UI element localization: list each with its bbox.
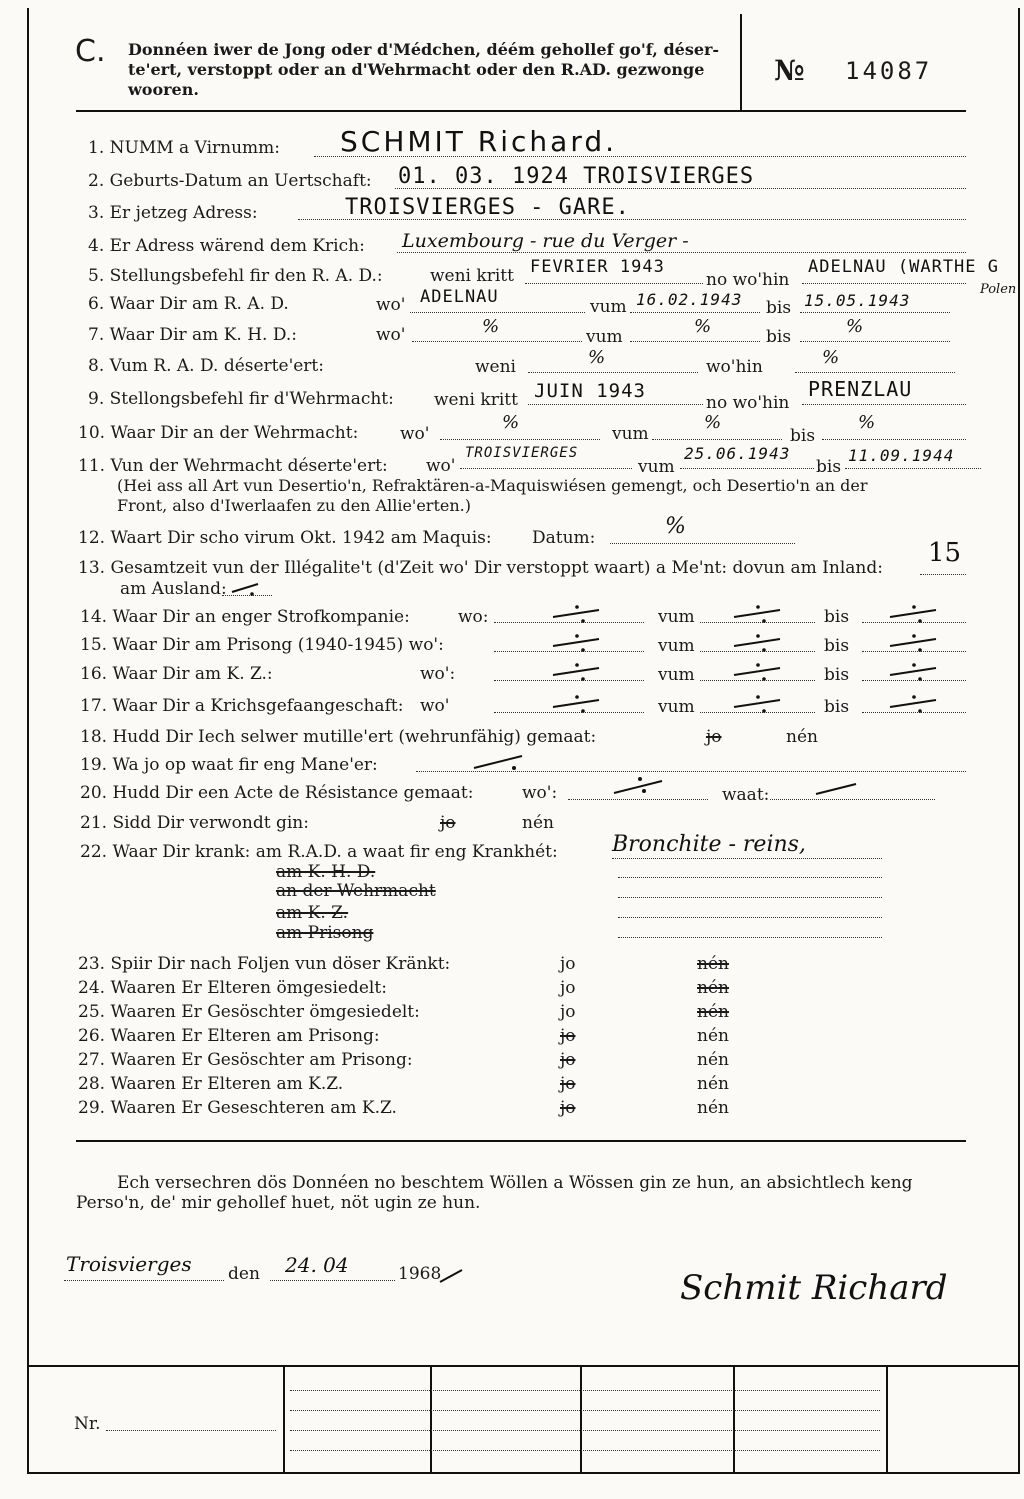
row-14 xyxy=(80,607,410,627)
row-21 xyxy=(80,813,309,833)
row-label: Vun der Wehrmacht déserte'ert: xyxy=(110,456,388,476)
row-number: 8. xyxy=(88,356,105,376)
declaration-line1: Ech versechren dös Donnéen no beschtem Wöllen a Wössen gin ze hun, an absichtlech keng xyxy=(117,1173,913,1193)
row-14-dash-3 xyxy=(886,602,942,624)
row-27 xyxy=(78,1050,413,1070)
row-19 xyxy=(80,755,378,775)
row-10-w2: vum xyxy=(612,424,649,444)
row-23 xyxy=(78,954,450,974)
row-8 xyxy=(88,356,324,376)
row-label: Waaren Er Gesöschter ömgesiedelt: xyxy=(105,1002,420,1022)
row-29-nen: nén xyxy=(697,1098,729,1118)
row-number: 23. xyxy=(78,954,106,974)
row-21-nen: nén xyxy=(522,813,554,833)
row-20-dash1 xyxy=(610,775,670,797)
row-12-line1 xyxy=(610,543,795,544)
row-28-nen: nén xyxy=(697,1074,729,1094)
row-27-jo: jo xyxy=(560,1050,576,1070)
row-1 xyxy=(88,138,280,158)
row-label: Waar Dir am K. H. D.: xyxy=(109,325,297,345)
row-8-w1: weni xyxy=(475,357,516,377)
row-22-sub-4: am Prisong xyxy=(276,923,374,943)
row-17 xyxy=(80,696,403,716)
row-6-w1: wo' xyxy=(376,295,406,315)
row-15-dash-3 xyxy=(886,631,942,653)
footer-row-2 xyxy=(290,1410,880,1411)
footer-col-4 xyxy=(733,1365,735,1472)
row-16 xyxy=(80,664,273,684)
row-number: 13. xyxy=(78,558,106,578)
row-17-w3: bis xyxy=(824,697,850,717)
row-6-line2 xyxy=(630,312,760,313)
row-17-w1: wo' xyxy=(420,696,450,716)
row-17-dash-3 xyxy=(886,692,942,714)
row-5-value1: FEVRIER 1943 xyxy=(530,257,665,277)
row-label: Spiir Dir nach Foljen vun döser Kränkt: xyxy=(105,954,451,974)
row-16-w1: wo': xyxy=(420,664,456,684)
row-11-value3: 11.09.1944 xyxy=(848,446,955,465)
row-label: Waar Dir an enger Strofkompanie: xyxy=(112,607,410,627)
row-label: Stellungsbefehl fir den R. A. D.: xyxy=(109,266,383,286)
row-4 xyxy=(88,236,365,256)
row-8-line1 xyxy=(528,372,698,373)
row-22 xyxy=(80,842,558,862)
header-divider xyxy=(740,14,742,112)
header-title-line1: Donnéen iwer de Jong oder d'Médchen, déém gehollef go'f, déser- xyxy=(128,40,720,59)
row-number: 22. xyxy=(80,842,108,862)
row-label: Waar Dir a Krichsgefaangeschaft: xyxy=(112,696,404,716)
row-14-w3: bis xyxy=(824,607,850,627)
row-number: 4. xyxy=(88,236,105,256)
frame-bottom xyxy=(27,1472,1020,1474)
row-12-value1: % xyxy=(665,514,686,539)
row-label: Waaren Er Elteren am Prisong: xyxy=(105,1026,380,1046)
row-6-w3: bis xyxy=(766,298,792,318)
row-label: Gesamtzeit vun der Illégalite't (d'Zeit wo' Dir verstoppt waart) a Me'nt: dovun am Inland: xyxy=(110,558,883,578)
row-15-dash-1 xyxy=(549,631,605,653)
row-9-value2: PRENZLAU xyxy=(808,377,913,401)
row-7-w2: vum xyxy=(586,327,623,347)
row-15-w3: bis xyxy=(824,636,850,656)
row-label: Waaren Er Geseschteren am K.Z. xyxy=(105,1098,397,1118)
row-6-w2: vum xyxy=(590,297,627,317)
row-6-line1 xyxy=(410,312,585,313)
row-22-sub-1: am K. H. D. xyxy=(276,862,376,882)
row-7-line1 xyxy=(412,341,582,342)
row-13-label2: am Ausland: xyxy=(120,579,227,599)
row-10 xyxy=(78,423,358,443)
row-10-value3: % xyxy=(858,412,876,433)
declaration-line2: Perso'n, de' mir gehollef huet, nöt ugin ze hun. xyxy=(76,1193,481,1213)
row-22-line-4 xyxy=(618,917,882,918)
row-10-value1: % xyxy=(502,412,520,433)
row-28 xyxy=(78,1074,343,1094)
row-17-dash-1 xyxy=(549,692,605,714)
row-18-jo: jo xyxy=(706,727,722,747)
row-22-sub-2: an der Wehrmacht xyxy=(276,881,436,901)
row-8-value2: % xyxy=(822,347,840,368)
row-7-value2: % xyxy=(694,316,712,337)
row-22-line xyxy=(612,858,882,859)
row-number: 1. xyxy=(88,138,105,158)
row-number: 10. xyxy=(78,423,106,443)
number-sign: № xyxy=(774,54,805,87)
row-5-line1 xyxy=(525,283,703,284)
row-7-value1: % xyxy=(482,316,500,337)
row-11-w2: vum xyxy=(638,457,675,477)
row-label: Hudd Dir Iech selwer mutille'ert (wehrunfähig) gemaat: xyxy=(112,727,597,747)
row-5-w1: weni kritt xyxy=(430,266,514,286)
row-number: 26. xyxy=(78,1026,106,1046)
row-number: 11. xyxy=(78,456,106,476)
row-20-dash2 xyxy=(812,778,862,798)
footer-row-3 xyxy=(290,1430,880,1431)
row-22-line-2 xyxy=(618,877,882,878)
row-20-line2 xyxy=(770,799,935,800)
row-13 xyxy=(78,558,883,578)
year-label: 1968 xyxy=(398,1264,442,1284)
row-number: 9. xyxy=(88,389,105,409)
row-20-w1: wo': xyxy=(522,783,558,803)
row-17-w2: vum xyxy=(658,697,695,717)
row-26-nen: nén xyxy=(697,1026,729,1046)
row-10-line1 xyxy=(440,439,600,440)
row-14-w1: wo: xyxy=(458,607,489,627)
row-2-value: 01. 03. 1924 TROISVIERGES xyxy=(398,164,755,189)
row-15 xyxy=(80,635,444,655)
row-12 xyxy=(78,528,492,548)
row-10-w3: bis xyxy=(790,426,816,446)
row-21-jo: jo xyxy=(440,813,456,833)
footer-row-1 xyxy=(290,1390,880,1391)
row-label: Vum R. A. D. déserte'ert: xyxy=(109,356,324,376)
row-11-line1 xyxy=(460,468,632,469)
row-10-line2 xyxy=(652,439,782,440)
row-20-line1 xyxy=(568,799,708,800)
row-number: 28. xyxy=(78,1074,106,1094)
header-title-line3: wooren. xyxy=(128,80,199,99)
row-label: Waar Dir am R. A. D. xyxy=(109,294,289,314)
row-label: Waaren Er Gesöschter am Prisong: xyxy=(105,1050,413,1070)
den-label: den xyxy=(228,1264,260,1284)
place-line xyxy=(64,1280,224,1281)
row-5 xyxy=(88,266,383,286)
row-6-value2: 16.02.1943 xyxy=(636,290,743,309)
date-handwritten: 24. 04 xyxy=(285,1253,349,1277)
row-6-value1: ADELNAU xyxy=(420,287,499,307)
row-4-value: Luxembourg - rue du Verger - xyxy=(402,230,689,252)
row-10-w1: wo' xyxy=(400,424,430,444)
row-24-jo: jo xyxy=(560,978,576,998)
row-7-w3: bis xyxy=(766,327,792,347)
place-handwritten: Troisvierges xyxy=(66,1252,192,1276)
row-1-value: SCHMIT Richard. xyxy=(340,125,618,158)
row-label: Waar Dir am Prisong (1940-1945) wo': xyxy=(112,635,444,655)
row-7-line3 xyxy=(800,341,950,342)
row-26-jo: jo xyxy=(560,1026,576,1046)
row-label: Waart Dir scho virum Okt. 1942 am Maquis: xyxy=(110,528,492,548)
row-13-line1 xyxy=(920,574,966,575)
row-15-w2: vum xyxy=(658,636,695,656)
row-14-w2: vum xyxy=(658,607,695,627)
footer-col-1 xyxy=(283,1365,285,1472)
row-25-nen: nén xyxy=(697,1002,729,1022)
row-25-jo: jo xyxy=(560,1002,576,1022)
row-16-dash-1 xyxy=(549,660,605,682)
frame-left xyxy=(27,8,29,1474)
row-label: Waaren Er Elteren am K.Z. xyxy=(105,1074,344,1094)
row-number: 27. xyxy=(78,1050,106,1070)
row-label: Waar Dir krank: am R.A.D. a waat fir eng Krankhét: xyxy=(112,842,558,862)
row-number: 15. xyxy=(80,635,108,655)
row-14-dash-1 xyxy=(549,602,605,624)
row-7-line2 xyxy=(630,341,760,342)
row-12-w1: Datum: xyxy=(532,528,596,548)
row-number: 12. xyxy=(78,528,106,548)
row-9-w1: weni kritt xyxy=(434,390,518,410)
row-13-dash xyxy=(230,580,260,596)
row-16-dash-2 xyxy=(730,660,786,682)
date-line xyxy=(270,1280,395,1281)
row-18 xyxy=(80,727,596,747)
row-label: Sidd Dir verwondt gin: xyxy=(112,813,309,833)
footer-col-3 xyxy=(580,1365,582,1472)
signature: Schmit Richard xyxy=(680,1268,948,1308)
row-label: Geburts-Datum an Uertschaft: xyxy=(109,171,372,191)
row-8-value1: % xyxy=(588,347,606,368)
row-27-nen: nén xyxy=(697,1050,729,1070)
row-number: 16. xyxy=(80,664,108,684)
row-label: Stellongsbefehl fir d'Wehrmacht: xyxy=(109,389,394,409)
row-11-line3 xyxy=(845,468,981,469)
row-9-value1: JUIN 1943 xyxy=(534,380,646,402)
row-number: 7. xyxy=(88,325,105,345)
row-9-line1 xyxy=(528,404,703,405)
row-11-note-1: (Hei ass all Art vun Desertio'n, Refraktären-a-Maquiswiésen gemengt, och Desertio'n an der xyxy=(117,476,868,495)
row-11-note-2: Front, also d'Iwerlaafen zu den Allie'erten.) xyxy=(117,496,471,515)
row-5-line2 xyxy=(802,283,966,284)
row-number: 21. xyxy=(80,813,108,833)
row-3-value: TROISVIERGES - GARE. xyxy=(345,195,630,220)
footer-nr-line xyxy=(106,1430,276,1431)
row-16-w3: bis xyxy=(824,665,850,685)
row-11-value2: 25.06.1943 xyxy=(684,444,791,463)
row-9-line2 xyxy=(802,404,966,405)
row-11 xyxy=(78,456,388,476)
section-letter: C. xyxy=(75,34,106,69)
form-number: 14087 xyxy=(845,57,933,85)
row-6-line3 xyxy=(800,312,950,313)
row-25 xyxy=(78,1002,420,1022)
section-rule xyxy=(76,1140,966,1142)
row-28-jo: jo xyxy=(560,1074,576,1094)
row-22-value: Bronchite - reins, xyxy=(612,832,806,857)
row-6-value4: Polen xyxy=(980,282,1017,297)
row-3 xyxy=(88,203,258,223)
row-label: Waar Dir an der Wehrmacht: xyxy=(110,423,359,443)
row-29 xyxy=(78,1098,397,1118)
row-16-w2: vum xyxy=(658,665,695,685)
row-6-value3: 15.05.1943 xyxy=(804,291,911,310)
row-9 xyxy=(88,389,394,409)
row-4-line xyxy=(397,252,966,253)
row-11-value1: TROISVIERGES xyxy=(465,445,579,461)
row-26 xyxy=(78,1026,380,1046)
row-10-value2: % xyxy=(704,412,722,433)
frame-right xyxy=(1018,8,1020,1474)
row-11-w3: bis xyxy=(816,457,842,477)
row-label: Waar Dir am K. Z.: xyxy=(112,664,273,684)
row-8-line2 xyxy=(795,372,955,373)
header-title-line2: te'ert, verstoppt oder an d'Wehrmacht oder den R.AD. gezwonge xyxy=(128,60,705,79)
footer-row-4 xyxy=(290,1450,880,1451)
footer-top-rule xyxy=(27,1365,1020,1367)
row-number: 3. xyxy=(88,203,105,223)
row-number: 14. xyxy=(80,607,108,627)
row-19-dash xyxy=(470,750,530,772)
year-flourish xyxy=(438,1268,466,1284)
row-number: 19. xyxy=(80,755,108,775)
row-8-w2: wo'hin xyxy=(706,357,763,377)
row-number: 5. xyxy=(88,266,105,286)
row-number: 18. xyxy=(80,727,108,747)
row-20 xyxy=(80,783,473,803)
row-13-value1: 15 xyxy=(928,538,962,568)
row-number: 6. xyxy=(88,294,105,314)
header-rule xyxy=(76,110,966,112)
row-23-jo: jo xyxy=(560,954,576,974)
row-7-value3: % xyxy=(846,316,864,337)
row-number: 29. xyxy=(78,1098,106,1118)
footer-col-5 xyxy=(886,1365,888,1472)
row-5-value2: ADELNAU (WARTHE G xyxy=(808,257,999,277)
row-29-jo: jo xyxy=(560,1098,576,1118)
row-5-w2: no wo'hin xyxy=(706,270,790,290)
row-14-dash-2 xyxy=(730,602,786,624)
row-number: 20. xyxy=(80,783,108,803)
row-11-w1: wo' xyxy=(426,456,456,476)
row-9-w2: no wo'hin xyxy=(706,393,790,413)
row-7-w1: wo' xyxy=(376,325,406,345)
row-22-line-3 xyxy=(618,897,882,898)
row-number: 24. xyxy=(78,978,106,998)
row-number: 25. xyxy=(78,1002,106,1022)
row-24 xyxy=(78,978,387,998)
row-label: Wa jo op waat fir eng Mane'er: xyxy=(112,755,378,775)
row-15-dash-2 xyxy=(730,631,786,653)
row-label: Waaren Er Elteren ömgesiedelt: xyxy=(105,978,387,998)
row-label: Er Adress wärend dem Krich: xyxy=(109,236,365,256)
row-22-sub-3: am K. Z. xyxy=(276,903,349,923)
row-number: 17. xyxy=(80,696,108,716)
row-10-line3 xyxy=(822,439,966,440)
footer-col-2 xyxy=(430,1365,432,1472)
row-16-dash-3 xyxy=(886,660,942,682)
row-20-w2: waat: xyxy=(722,785,770,805)
footer-nr-label: Nr. xyxy=(74,1414,101,1434)
row-6 xyxy=(88,294,289,314)
row-label: Hudd Dir een Acte de Résistance gemaat: xyxy=(112,783,474,803)
row-24-nen: nén xyxy=(697,978,729,998)
row-label: Er jetzeg Adress: xyxy=(109,203,258,223)
row-23-nen: nén xyxy=(697,954,729,974)
row-7 xyxy=(88,325,297,345)
row-number: 2. xyxy=(88,171,105,191)
row-11-line2 xyxy=(680,468,814,469)
row-18-nen: nén xyxy=(786,727,818,747)
row-22-line-5 xyxy=(618,937,882,938)
row-2 xyxy=(88,171,372,191)
row-label: NUMM a Virnumm: xyxy=(109,138,281,158)
row-17-dash-2 xyxy=(730,692,786,714)
